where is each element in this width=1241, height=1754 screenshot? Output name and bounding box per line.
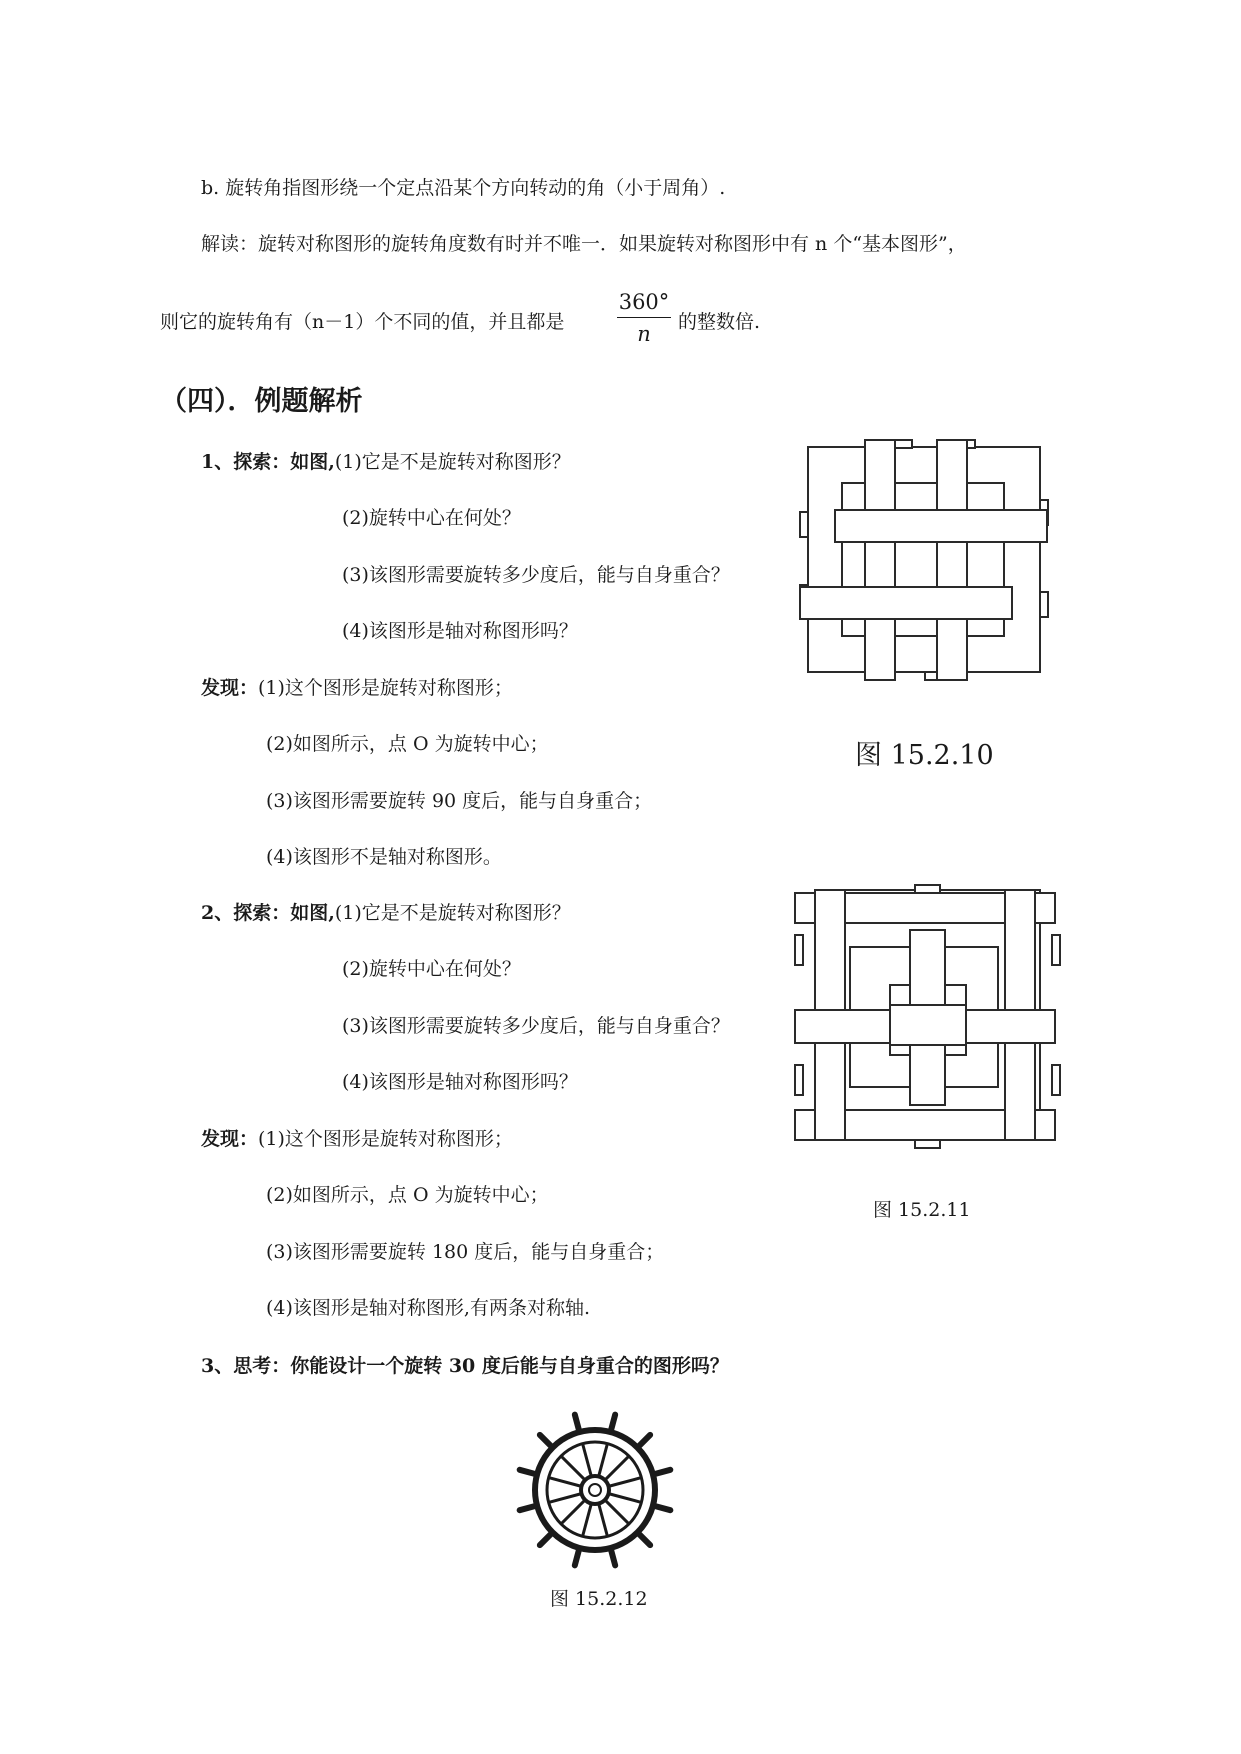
fig1-horizontal-bar-1: [835, 510, 1047, 542]
example1-q3: (3)该图形需要旋转多少度后，能与自身重合？: [342, 564, 730, 586]
figure-15-2-12: [515, 1410, 675, 1570]
fig2-tab-left-bottom: [795, 1065, 803, 1095]
rotation-angle-definition: b. 旋转角指图形绕一个定点沿某个方向转动的角（小于周角）.: [201, 177, 726, 199]
section-heading: （四）．例题解析: [160, 386, 363, 417]
example1-question-1: [201, 450, 571, 474]
fig1-vertical-bar-2: [937, 440, 967, 680]
example2-a1: (1)这个图形是旋转对称图形；: [258, 1128, 513, 1150]
example2-finding-1: [201, 1127, 513, 1151]
figure-15-2-11-caption: 图 15.2.11: [873, 1199, 971, 1221]
example2-label: 2、探索：如图,: [201, 902, 335, 924]
example1-a3: (3)该图形需要旋转 90 度后，能与自身重合；: [266, 790, 653, 812]
fraction-360-over-n: [617, 290, 671, 346]
example2-found-label: 发现：: [201, 1128, 259, 1150]
fig2-tab-right-top: [1052, 935, 1060, 965]
figure-15-2-11: [790, 885, 1060, 1155]
example1-finding-1: [201, 676, 513, 700]
figure-15-2-10-caption: 图 15.2.10: [855, 740, 994, 771]
fig2-tab-right-bottom: [1052, 1065, 1060, 1095]
fig2-tab-top: [915, 885, 940, 893]
fraction-bar: [617, 317, 671, 318]
interpretation-line-1: 解读：旋转对称图形的旋转角度数有时并不唯一．如果旋转对称图形中有 n 个“基本图形”，: [201, 233, 967, 255]
fig1-vertical-bar-1: [865, 440, 895, 680]
fraction-numerator: 360°: [618, 290, 670, 314]
example3-question: 3、思考：你能设计一个旋转 30 度后能与自身重合的图形吗？: [201, 1355, 729, 1377]
fig1-tab-right-bottom: [1040, 592, 1048, 617]
example1-a1: (1)这个图形是旋转对称图形；: [258, 677, 513, 699]
example1-label: 1、探索：如图,: [201, 451, 335, 473]
example2-q1: (1)它是不是旋转对称图形？: [334, 902, 571, 924]
wheel-axle: [589, 1484, 601, 1496]
example1-q4: (4)该图形是轴对称图形吗？: [342, 620, 578, 642]
example1-q2: (2)旋转中心在何处？: [342, 507, 521, 529]
fig2-tab-bottom: [915, 1140, 940, 1148]
example2-a4: (4)该图形是轴对称图形,有两条对称轴.: [266, 1297, 590, 1319]
example1-q1: (1)它是不是旋转对称图形？: [334, 451, 571, 473]
figure-15-2-10: [795, 435, 1055, 695]
example2-q4: (4)该图形是轴对称图形吗？: [342, 1071, 578, 1093]
example2-a2: (2)如图所示，点 O 为旋转中心；: [266, 1184, 549, 1206]
fig2-tab-left-top: [795, 935, 803, 965]
example2-q3: (3)该图形需要旋转多少度后，能与自身重合？: [342, 1015, 730, 1037]
figure-15-2-12-caption: 图 15.2.12: [550, 1588, 648, 1610]
example2-question-1: [201, 901, 571, 925]
fig1-tab-left-top: [800, 512, 808, 537]
example2-q2: (2)旋转中心在何处？: [342, 958, 521, 980]
fig2-center-block: [890, 1005, 966, 1045]
interpretation-line-2: [160, 310, 564, 334]
example1-a4: (4)该图形不是轴对称图形。: [266, 846, 502, 868]
interpretation-text-after-fraction: 的整数倍.: [678, 311, 761, 333]
fig1-horizontal-bar-2: [800, 587, 1012, 619]
example2-a3: (3)该图形需要旋转 180 度后，能与自身重合；: [266, 1241, 665, 1263]
fraction-denominator: n: [637, 322, 651, 346]
interpretation-text-before-fraction: 则它的旋转角有（n－1）个不同的值，并且都是: [160, 311, 565, 333]
example1-a2: (2)如图所示，点 O 为旋转中心；: [266, 733, 549, 755]
example1-found-label: 发现：: [201, 677, 259, 699]
